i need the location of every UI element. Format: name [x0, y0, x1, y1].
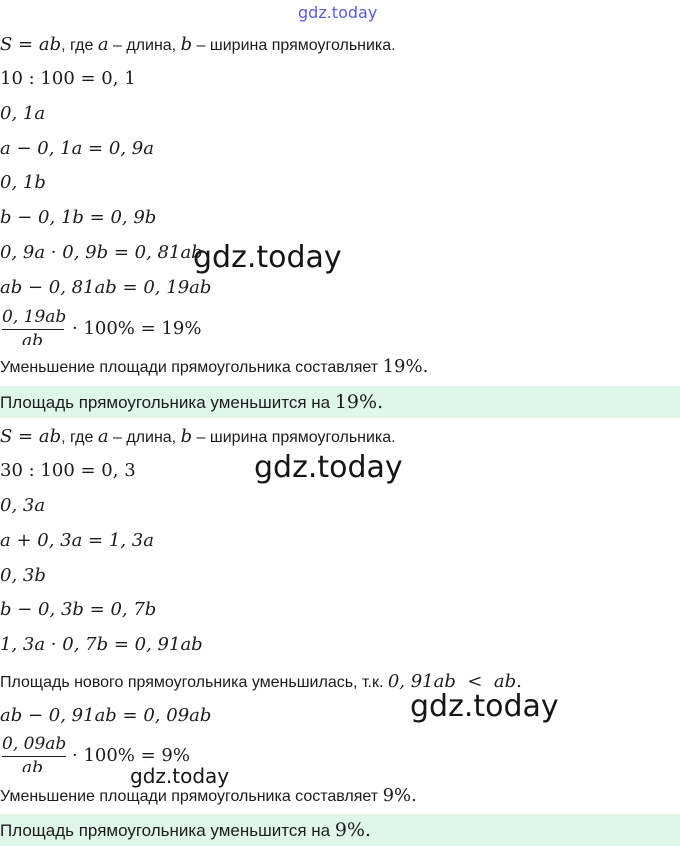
- math-line: 0, 9a · 0, 9b = 0, 81ab: [0, 242, 203, 263]
- math-line: b − 0, 1b = 0, 9b: [0, 207, 157, 228]
- comparison-line: Площадь нового прямоугольника уменьшилась, т.к. 0, 91ab < ab.: [0, 671, 522, 692]
- formula: S = ab: [0, 34, 62, 55]
- result-line: Уменьшение площади прямоугольника составляет 9%.: [0, 785, 417, 806]
- fraction-numerator: 0, 09ab: [2, 734, 67, 754]
- answer-box: Площадь прямоугольника уменьшится на 19%.: [0, 386, 680, 418]
- watermark: gdz.today: [410, 689, 559, 724]
- watermark: gdz.today: [254, 450, 403, 485]
- math-line: 0, 1a: [0, 103, 46, 124]
- area-definition: S = ab, где a – длина, b – ширина прямоугольника.: [0, 34, 396, 55]
- fraction-bar: [2, 329, 64, 330]
- math-line: 0, 3a: [0, 495, 46, 516]
- fraction-denominator: ab: [22, 331, 44, 345]
- fraction-rest: · 100% = 9%: [72, 745, 190, 766]
- fraction-bar: [2, 756, 66, 757]
- math-line: 1, 3a · 0, 7b = 0, 91ab: [0, 634, 203, 655]
- math-line: 0, 3b: [0, 565, 46, 586]
- fraction-denominator: ab: [22, 758, 44, 772]
- area-definition: S = ab, где a – длина, b – ширина прямоугольника.: [0, 426, 396, 447]
- formula: S = ab: [0, 426, 62, 447]
- math-line: 30 : 100 = 0, 3: [0, 460, 136, 481]
- answer-box: Площадь прямоугольника уменьшится на 9%.: [0, 814, 680, 846]
- watermark: gdz.today: [193, 240, 342, 275]
- math-line: b − 0, 3b = 0, 7b: [0, 599, 157, 620]
- math-line: ab − 0, 91ab = 0, 09ab: [0, 705, 212, 726]
- math-line: a + 0, 3a = 1, 3a: [0, 530, 154, 551]
- math-line: ab − 0, 81ab = 0, 19ab: [0, 277, 212, 298]
- fraction-rest: · 100% = 19%: [72, 318, 202, 339]
- watermark-top: gdz.today: [298, 3, 378, 22]
- math-line: a − 0, 1a = 0, 9a: [0, 138, 154, 159]
- math-line: 10 : 100 = 0, 1: [0, 68, 136, 89]
- math-line: 0, 1b: [0, 172, 46, 193]
- result-line: Уменьшение площади прямоугольника составляет 19%.: [0, 356, 429, 377]
- watermark: gdz.today: [130, 764, 230, 788]
- fraction-numerator: 0, 19ab: [2, 307, 67, 327]
